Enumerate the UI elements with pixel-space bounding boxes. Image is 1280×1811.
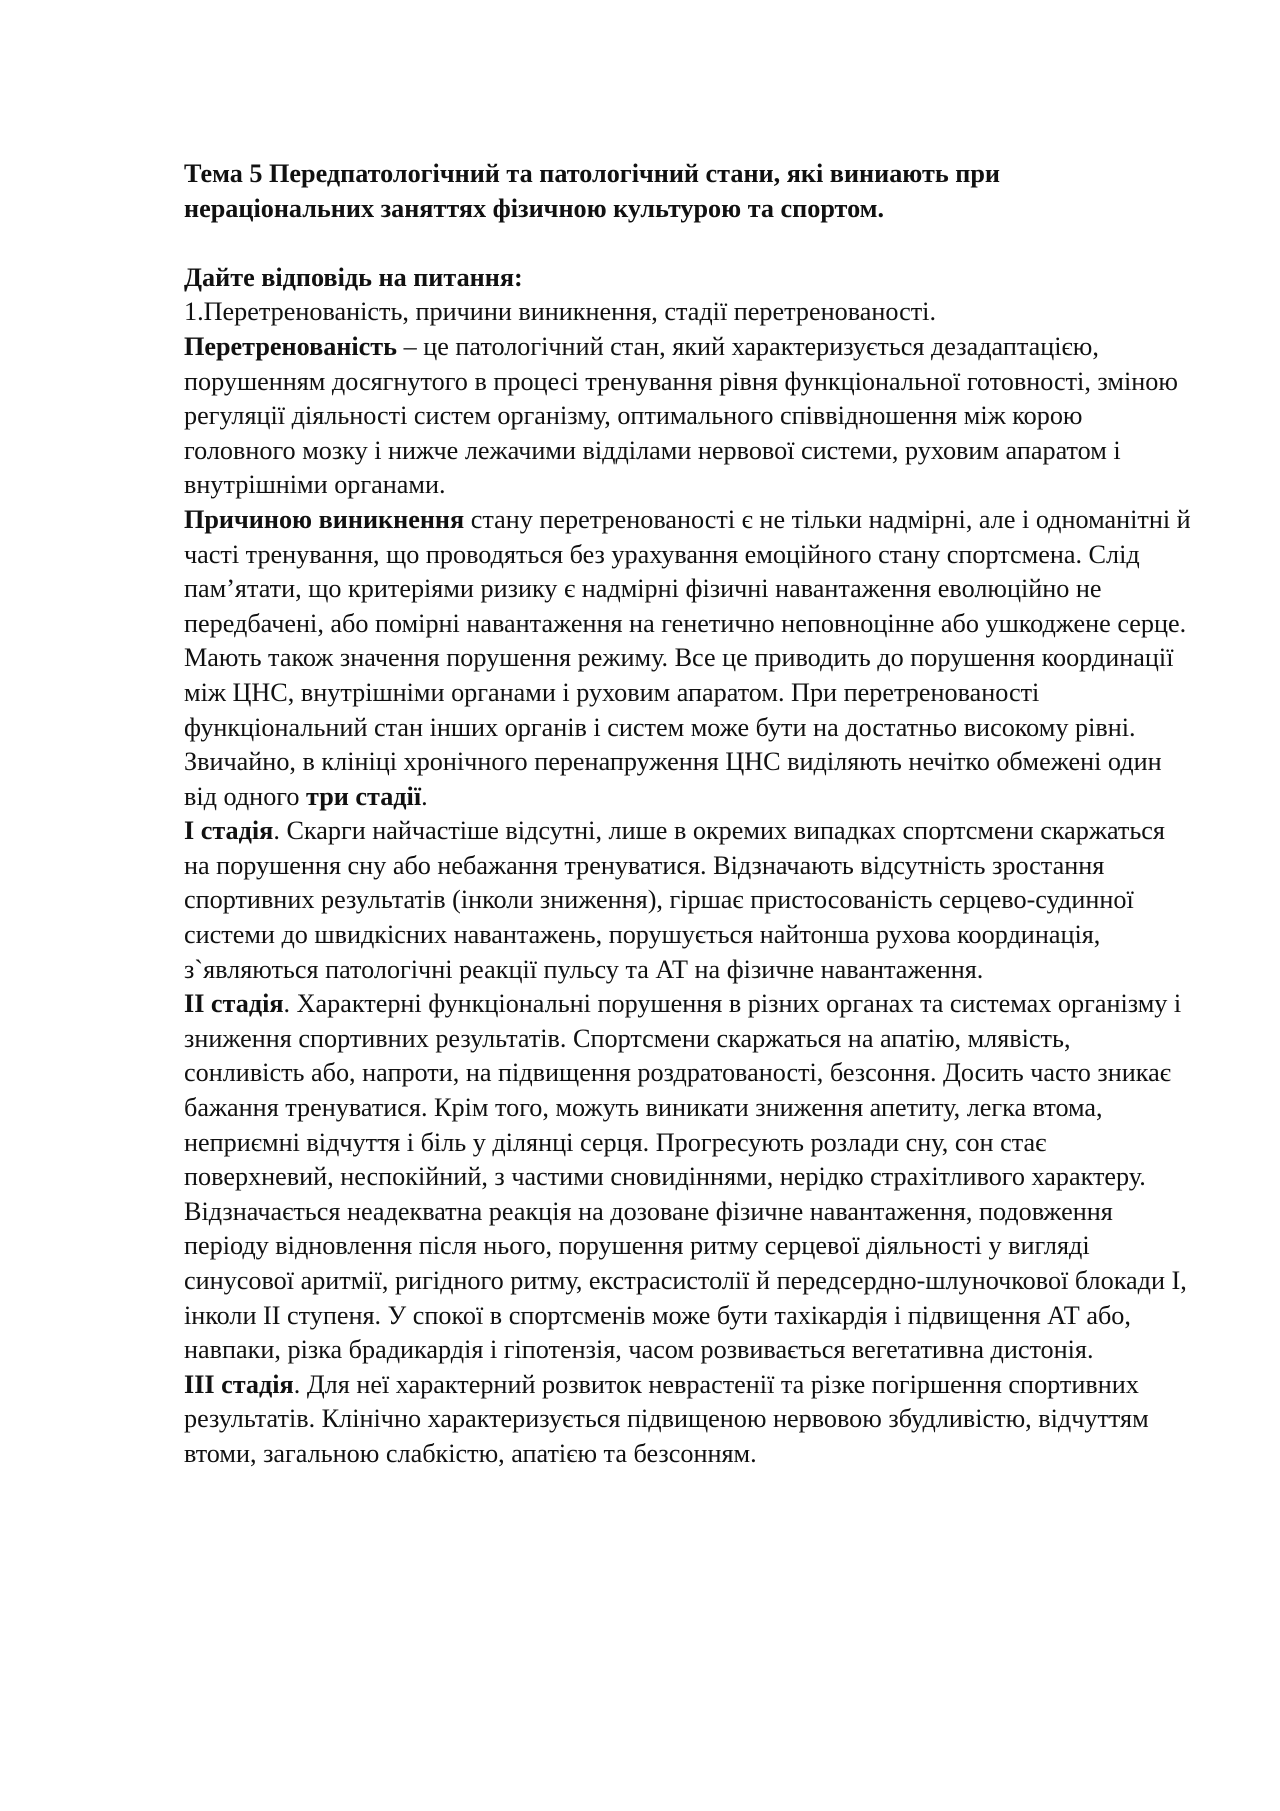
stage-2-term: ІІ стадія — [184, 989, 284, 1019]
stage-1-term: І стадія — [184, 816, 274, 846]
stage-2-text: . Характерні функціональні порушення в різних органах та системах організму і зниження спортивних результатів. Спортсмени скаржаться на апатію, млявість, сонливість або, напроти, на підвищення роздратованості, безсоння. Досить часто зникає бажання тренуватися. Крім того, можуть виникати зниження апетиту, легка втома, неприємні відчуття і біль у ділянці серця. Прогресують розлади сну, сон стає поверхневий, неспокійний, з частими сновидіннями, нерідко страхітливого характеру. Відзначається неадекватна реакція на дозоване фізичне навантаження, подовження періоду відновлення після нього, порушення ритму серцевої діяльності у вигляді синусової аритмії, ригідного ритму, екстрасистолії й передсердно-шлуночкової блокади І, інколи ІІ ступеня. У спокої в спортсменів може бути тахікардія і підвищення АТ або, навпаки, різка брадикардія і гіпотензія, часом розвивається вегетативна дистонія. — [184, 989, 1187, 1365]
stage-1-paragraph — [184, 814, 1196, 987]
causes-text: стану перетренованості є не тільки надмірні, але і одноманітні й часті тренування, що проводяться без урахування емоційного стану спортсмена. Слід пам’ятати, що критеріями ризику є надмірні фізичні навантаження еволюційно не передбачені, або помірні навантаження на генетично неповноцінне або ушкоджене серце. Мають також значення порушення режиму. Все це приводить до порушення координації між ЦНС, внутрішніми органами і руховим апаратом. При перетренованості функціональний стан інших органів і систем може бути на достатньо високому рівні. — [184, 504, 1191, 742]
stage-1-text: . Скарги найчастіше відсутні, лише в окремих випадках спортсмени скаржаться на порушення сну або небажання тренуватися. Відзначають відсутність зростання спортивних результатів (інколи зниження), гіршає пристосованість серцево-судинної системи до швидкісних навантажень, порушується найтонша рухова координація, з`являються патологічні реакції пульсу та АТ на фізичне навантаження. — [184, 816, 1165, 984]
document-page — [184, 157, 1196, 1472]
stages-intro-paragraph — [184, 745, 1196, 814]
definition-term: Перетренованість — [184, 331, 398, 361]
stage-3-term: ІІІ стадія — [184, 1369, 294, 1399]
definition-text: – це патологічний стан, який характеризується дезадаптацією, порушенням досягнутого в процесі тренування рівня функціональної готовності, зміною регуляції діяльності систем організму, оптимального співвідношення між корою головного мозку і нижче лежачими відділами нервової системи, руховим апаратом і внутрішніми органами. — [184, 331, 1178, 500]
questions-prompt: Дайте відповідь на питання: — [184, 262, 523, 292]
stages-intro-text: Звичайно, в клініці хронічного перенапруження ЦНС виділяють нечітко обмежені один від одного — [184, 747, 1162, 811]
stage-3-paragraph — [184, 1368, 1196, 1472]
question-1: 1.Перетренованість, причини виникнення, стадії перетренованості. — [184, 297, 937, 327]
blank-line — [184, 226, 1196, 261]
stage-3-text: . Для неї характерний розвиток неврастенії та різке погіршення спортивних результатів. Клінічно характеризується підвищеною нервовою збудливістю, відчуттям втоми, загальною слабкістю, апатією та безсонням. — [184, 1369, 1149, 1468]
causes-paragraph — [184, 503, 1196, 745]
causes-term: Причиною виникнення — [184, 504, 465, 534]
stage-2-paragraph — [184, 987, 1196, 1368]
page-title: Тема 5 Передпатологічний та патологічний стани, які виниають при нераціональних заняттях фізичною культурою та спортом. — [184, 159, 1000, 223]
stages-intro-end: . — [421, 781, 428, 811]
stages-intro-bold: три стадії — [306, 781, 422, 811]
definition-paragraph — [184, 330, 1196, 503]
